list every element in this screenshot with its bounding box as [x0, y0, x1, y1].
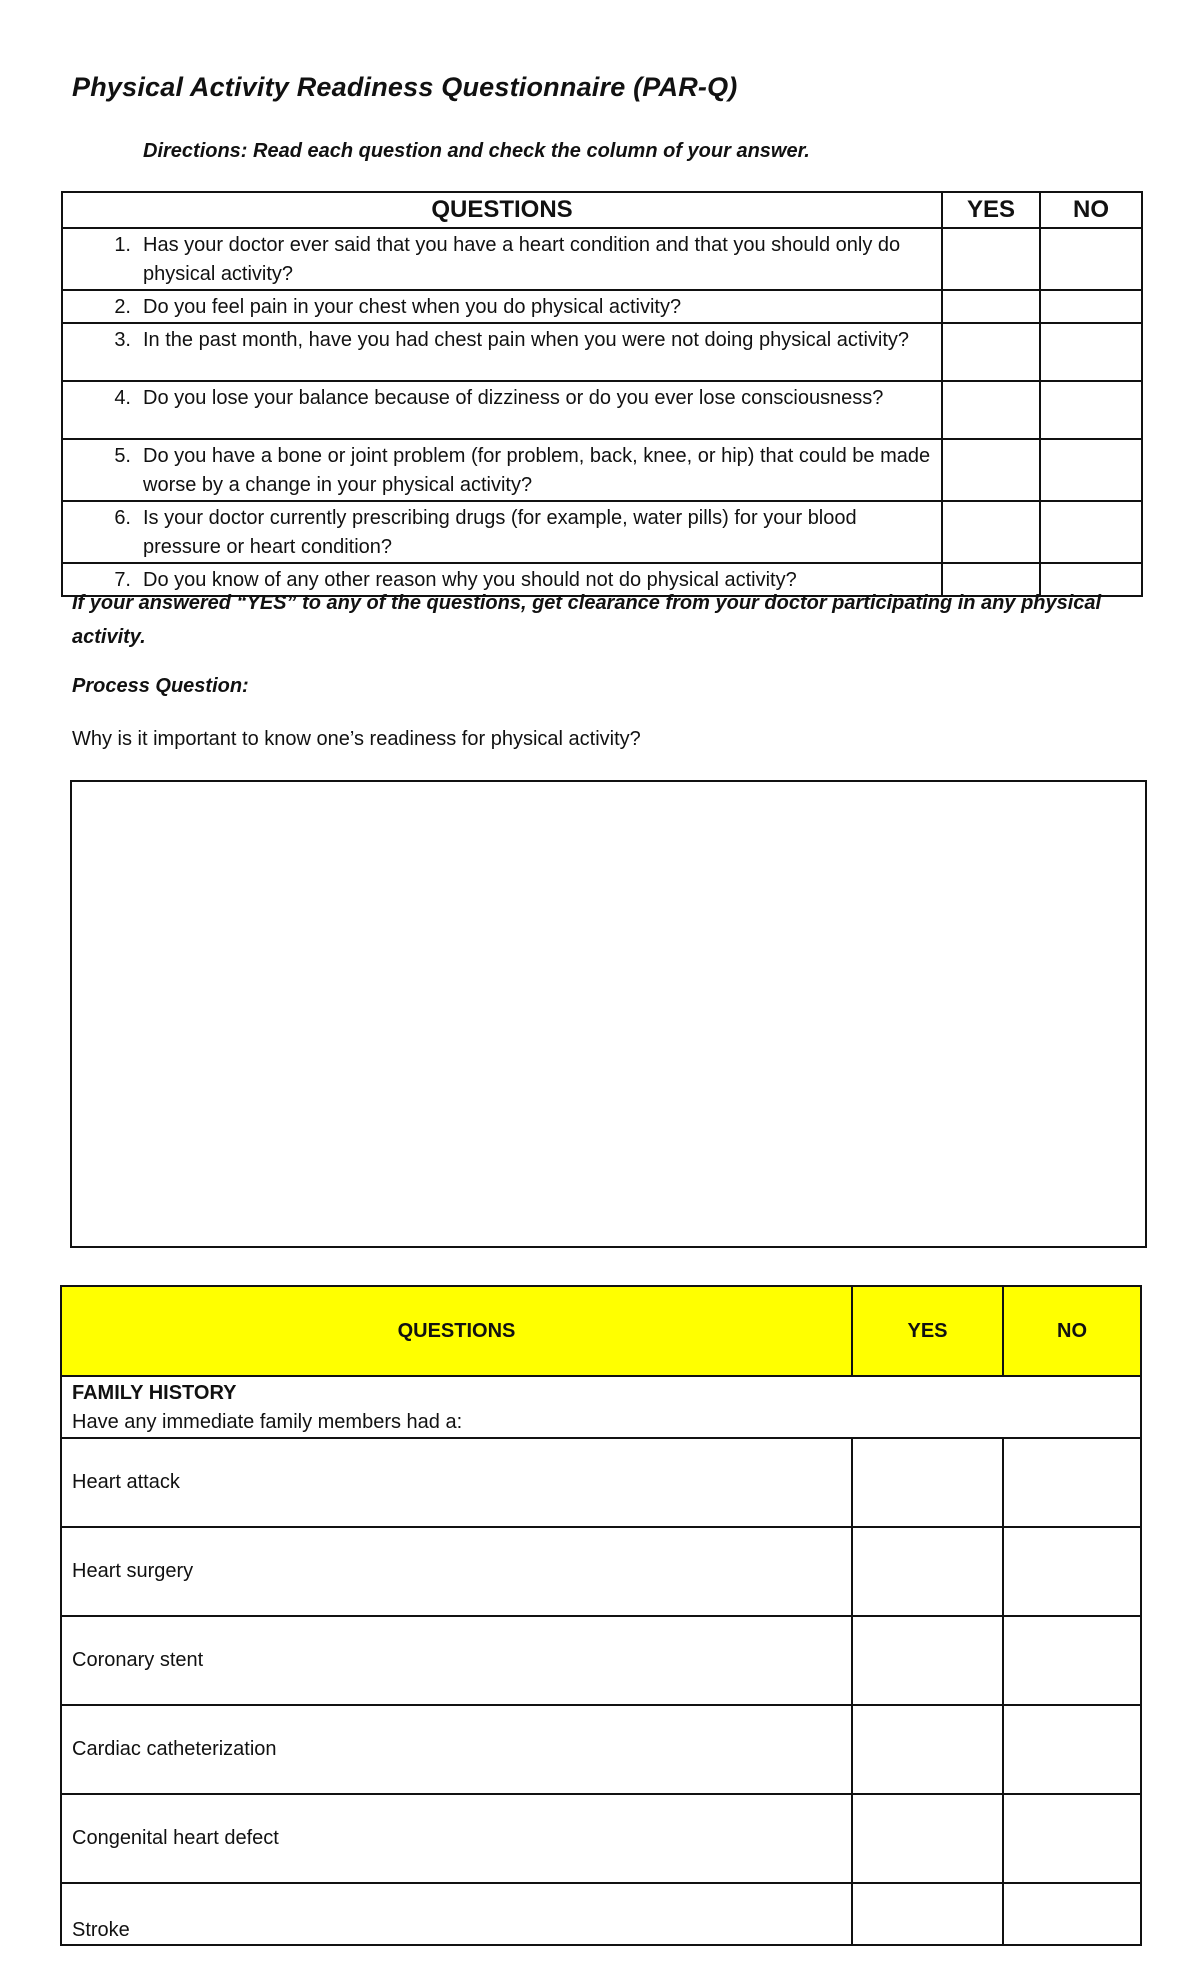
yes-checkbox-cell[interactable] — [942, 290, 1040, 323]
process-question-label: Process Question: — [72, 675, 249, 697]
question-cell — [62, 501, 942, 563]
yes-checkbox-cell[interactable] — [942, 501, 1040, 563]
family-history-header-row — [61, 1286, 1141, 1376]
document-title: Physical Activity Readiness Questionnaire (PAR-Q) — [72, 72, 738, 102]
table-row — [62, 323, 1142, 381]
directions-text: Directions: Read each question and check the column of your answer. — [143, 140, 810, 162]
no-checkbox-cell[interactable] — [1040, 501, 1142, 563]
par-q-header-row — [62, 192, 1142, 228]
question-number: 7. — [114, 569, 131, 591]
no-checkbox-cell[interactable] — [1003, 1705, 1141, 1794]
no-checkbox-cell[interactable] — [1003, 1438, 1141, 1527]
question-cell — [62, 323, 942, 381]
yes-checkbox-cell[interactable] — [942, 323, 1040, 381]
no-checkbox-cell[interactable] — [1003, 1883, 1141, 1945]
par-q-table — [61, 191, 1143, 597]
question-cell — [62, 228, 942, 290]
question-text: Do you know of any other reason why you should not do physical activity? — [143, 569, 797, 591]
condition-label: Heart attack — [61, 1438, 852, 1527]
question-number: 2. — [114, 296, 131, 318]
yes-checkbox-cell[interactable] — [942, 228, 1040, 290]
section-title: FAMILY HISTORY — [72, 1382, 237, 1404]
question-text: Is your doctor currently prescribing drugs (for example, water pills) for your blood pressure or heart condition? — [143, 507, 857, 558]
condition-label: Cardiac catheterization — [61, 1705, 852, 1794]
no-checkbox-cell[interactable] — [1040, 290, 1142, 323]
yes-checkbox-cell[interactable] — [852, 1883, 1003, 1945]
question-number: 3. — [114, 329, 131, 351]
family-history-section-row — [61, 1376, 1141, 1438]
question-text: Do you have a bone or joint problem (for problem, back, knee, or hip) that could be made worse by a change in your physical activity? — [143, 445, 931, 496]
condition-label: Congenital heart defect — [61, 1794, 852, 1883]
question-cell — [62, 290, 942, 323]
yes-checkbox-cell[interactable] — [852, 1705, 1003, 1794]
question-text: In the past month, have you had chest pain when you were not doing physical activity? — [143, 329, 910, 351]
condition-label: Stroke — [61, 1883, 852, 1945]
clearance-notice: If your answered “YES” to any of the questions, get clearance from your doctor participating in any physical activity. — [72, 592, 1102, 648]
table-row — [61, 1883, 1141, 1945]
yes-checkbox-cell[interactable] — [852, 1438, 1003, 1527]
question-number: 1. — [114, 234, 131, 256]
family-history-table — [60, 1285, 1142, 1946]
family-history-section — [61, 1376, 1141, 1438]
table-row — [61, 1705, 1141, 1794]
question-number: 6. — [114, 507, 131, 529]
table-row — [62, 439, 1142, 501]
process-question-text: Why is it important to know one’s readiness for physical activity? — [72, 728, 641, 750]
table-row — [62, 501, 1142, 563]
no-header: NO — [1040, 192, 1142, 228]
no-checkbox-cell[interactable] — [1040, 381, 1142, 439]
question-number: 4. — [114, 387, 131, 409]
table-row — [61, 1616, 1141, 1705]
yes-header: YES — [942, 192, 1040, 228]
question-text: Do you feel pain in your chest when you do physical activity? — [143, 296, 682, 318]
question-cell — [62, 381, 942, 439]
yes-checkbox-cell[interactable] — [942, 381, 1040, 439]
table-row — [61, 1438, 1141, 1527]
yes-checkbox-cell[interactable] — [852, 1527, 1003, 1616]
table-row — [62, 290, 1142, 323]
yes-checkbox-cell[interactable] — [852, 1616, 1003, 1705]
table-row — [61, 1527, 1141, 1616]
no-checkbox-cell[interactable] — [1040, 228, 1142, 290]
table-row — [61, 1794, 1141, 1883]
no-checkbox-cell[interactable] — [1003, 1794, 1141, 1883]
yes-checkbox-cell[interactable] — [852, 1794, 1003, 1883]
no-header: NO — [1003, 1286, 1141, 1376]
condition-label: Heart surgery — [61, 1527, 852, 1616]
yes-checkbox-cell[interactable] — [942, 439, 1040, 501]
no-checkbox-cell[interactable] — [1040, 323, 1142, 381]
table-row — [62, 381, 1142, 439]
questions-header: QUESTIONS — [62, 192, 942, 228]
yes-header: YES — [852, 1286, 1003, 1376]
no-checkbox-cell[interactable] — [1003, 1616, 1141, 1705]
no-checkbox-cell[interactable] — [1003, 1527, 1141, 1616]
no-checkbox-cell[interactable] — [1040, 439, 1142, 501]
table-row — [62, 228, 1142, 290]
question-text: Has your doctor ever said that you have a heart condition and that you should only do physical activity? — [143, 234, 901, 285]
question-cell — [62, 439, 942, 501]
question-text: Do you lose your balance because of dizziness or do you ever lose consciousness? — [143, 387, 884, 409]
questions-header: QUESTIONS — [61, 1286, 852, 1376]
section-prompt: Have any immediate family members had a: — [72, 1411, 463, 1433]
condition-label: Coronary stent — [61, 1616, 852, 1705]
answer-box[interactable] — [70, 780, 1147, 1248]
question-number: 5. — [114, 445, 131, 467]
